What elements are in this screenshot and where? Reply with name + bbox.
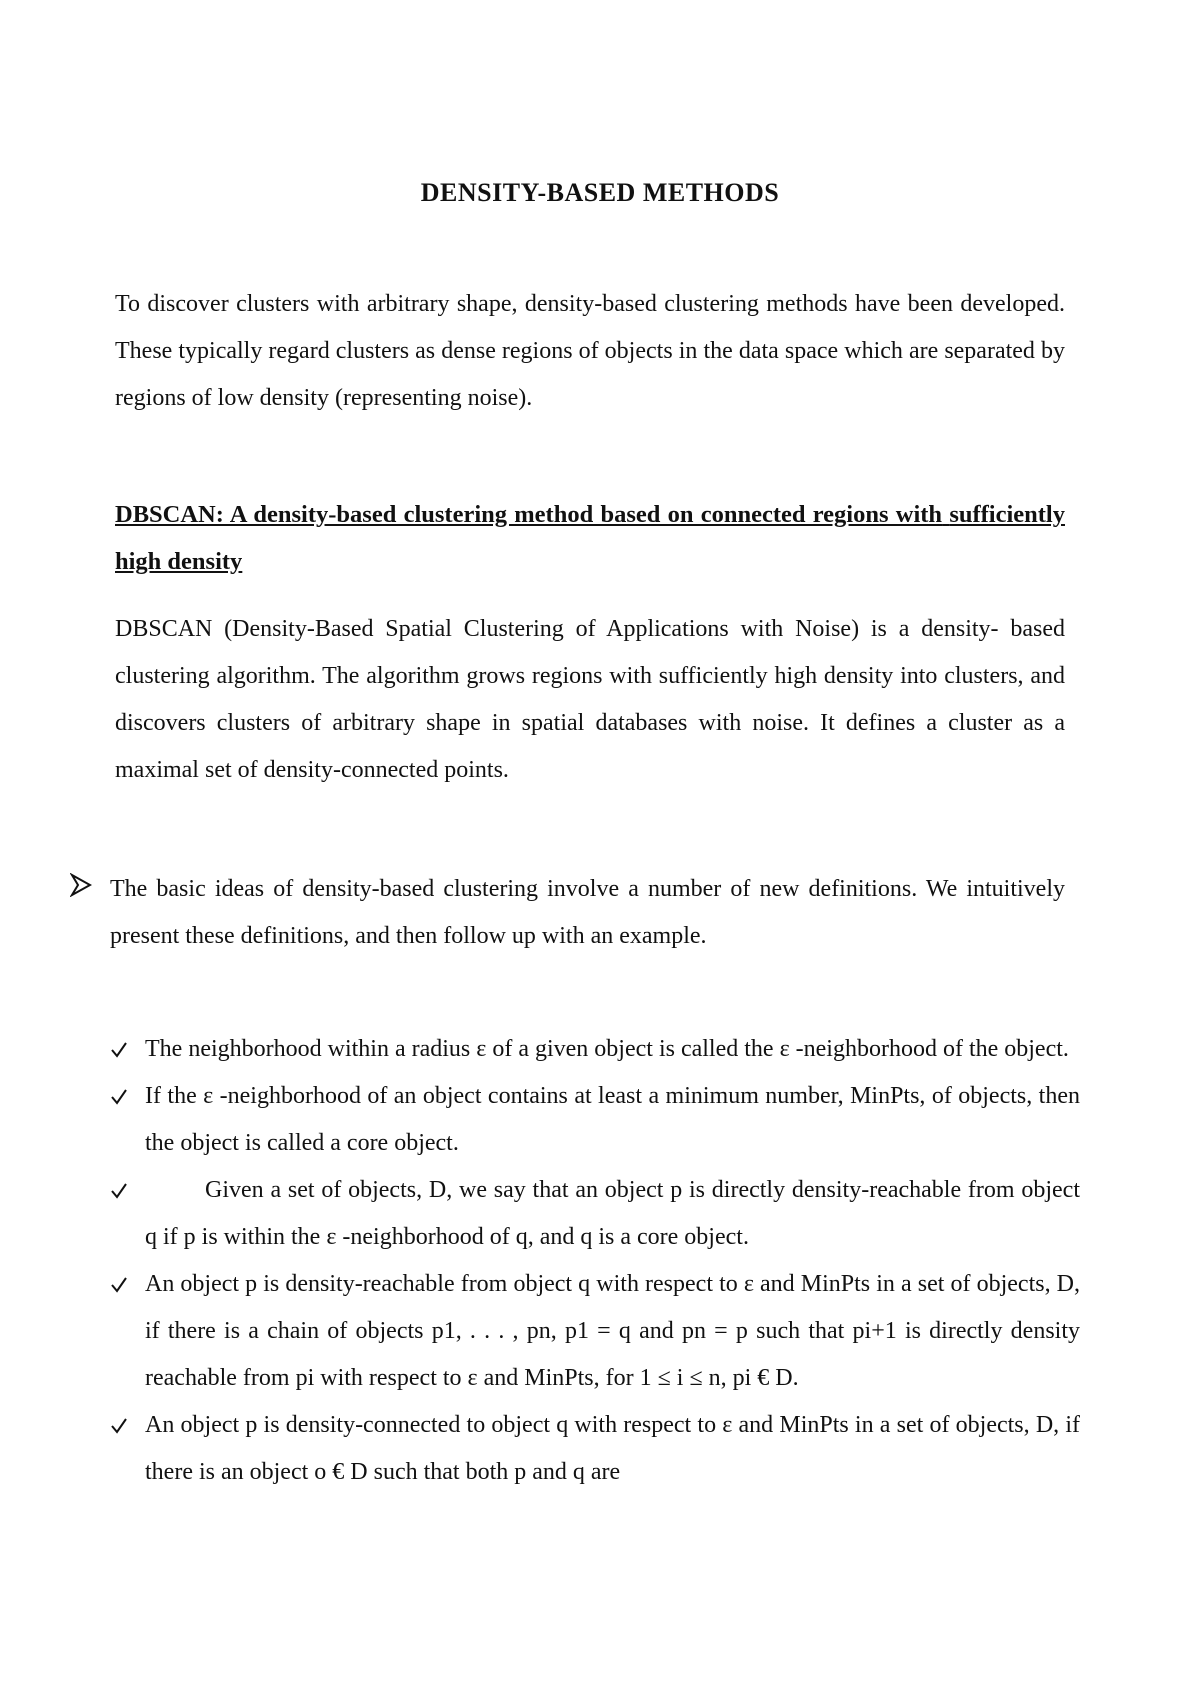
list-item-text: The neighborhood within a radius ε of a given object is called the ε -neighborhood of the object. <box>145 1036 1069 1062</box>
section-heading-part1: DBSCAN: A density-based clustering method based on connected regions with <box>115 501 943 528</box>
arrow-bullet-icon <box>70 873 92 897</box>
dbscan-paragraph: DBSCAN (Density-Based Spatial Clustering of Applications with Noise) is a density- based clustering algorithm. The algorithm grows regions with sufficiently high density into clusters, and discovers clusters of arbitrary shape in spatial databases with noise. It defines a cluster as a maximal set of density-connected points. <box>115 616 1065 783</box>
section-heading <box>115 491 1065 585</box>
section-heading-part2: sufficiently high density <box>115 501 1065 575</box>
list-item <box>110 1073 1080 1167</box>
list-item <box>110 1026 1080 1073</box>
check-icon <box>110 1182 128 1200</box>
list-item <box>110 1167 1080 1261</box>
list-item-text: Given a set of objects, D, we say that an object p is directly density-reachable from object q if p is within the ε -neighborhood of q, and q is a core object. <box>145 1177 1080 1250</box>
arrow-bullet-text: The basic ideas of density-based clustering involve a number of new definitions. We intuitively present these definitions, and then follow up with an example. <box>110 876 1065 949</box>
list-item-text: An object p is density-reachable from object q with respect to ε and MinPts in a set of objects, D, if there is a chain of objects p1, . . . , pn, p1 = q and pn = p such that pi+1 is directly density reachable from pi with respect to ε and MinPts, for 1 ≤ i ≤ n, pi € D. <box>145 1271 1080 1391</box>
check-icon <box>110 1276 128 1294</box>
definition-list <box>110 1026 1080 1496</box>
page-title: DENSITY-BASED METHODS <box>420 178 780 207</box>
list-item-text: If the ε -neighborhood of an object contains at least a minimum number, MinPts, of objects, then the object is called a core object. <box>145 1083 1080 1156</box>
check-icon <box>110 1088 128 1106</box>
list-item-text: An object p is density-connected to object q with respect to ε and MinPts in a set of objects, D, if there is an object o € D such that both p and q are <box>145 1412 1080 1485</box>
check-icon <box>110 1041 128 1059</box>
intro-paragraph: To discover clusters with arbitrary shape, density-based clustering methods have been developed. These typically regard clusters as dense regions of objects in the data space which are separated by regions of low density (representing noise). <box>115 291 1065 411</box>
check-icon <box>110 1417 128 1435</box>
list-item <box>110 1261 1080 1402</box>
list-item <box>110 1402 1080 1496</box>
